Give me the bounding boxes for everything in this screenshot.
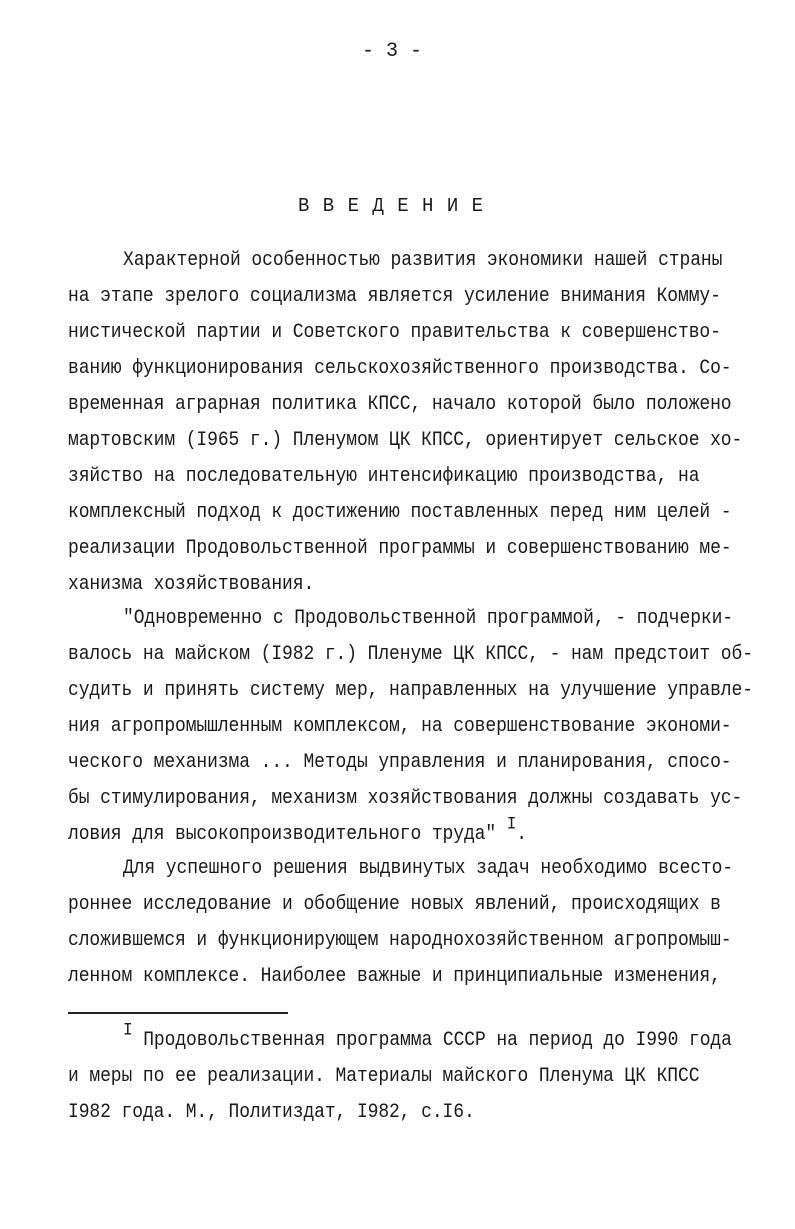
text-line bbox=[68, 814, 527, 847]
line-text: зяйство на последовательную интенсификацию производства, на bbox=[68, 465, 700, 488]
footnote-marker: I bbox=[123, 1020, 133, 1041]
text-line bbox=[68, 392, 732, 417]
line-text: ленном комплексе. Наиболее важные и принципиальные изменения, bbox=[68, 965, 721, 988]
line-text: судить и принять систему мер, направленных на улучшение управле- bbox=[68, 679, 753, 702]
line-text: мартовским (I965 г.) Пленумом ЦК КПСС, ориентирует сельское хо- bbox=[68, 429, 743, 452]
text-line bbox=[68, 964, 721, 989]
text-line bbox=[68, 928, 732, 953]
line-text: Продовольственная программа СССР на период до I990 года bbox=[132, 1029, 732, 1052]
line-text: сложившемся и функционирующем народнохозяйственном агропромыш- bbox=[68, 929, 732, 952]
text-line bbox=[68, 572, 314, 597]
line-text: Характерной особенностью развития экономики нашей страны bbox=[123, 249, 723, 272]
text-line bbox=[68, 642, 753, 667]
line-text: Для успешного решения выдвинутых задач необходимо всесто- bbox=[123, 857, 734, 880]
text-line bbox=[68, 714, 732, 739]
text-line bbox=[68, 428, 742, 453]
footnote-line bbox=[123, 1020, 732, 1053]
text-line bbox=[68, 500, 732, 525]
text-line bbox=[68, 284, 721, 309]
footnote-reference: I bbox=[506, 814, 517, 835]
line-text: комплексный подход к достижению поставленных перед ним целей - bbox=[68, 501, 732, 524]
text-line bbox=[68, 464, 699, 489]
footnote-line bbox=[68, 1064, 699, 1089]
line-text: I982 года. М., Политиздат, I982, с.I6. bbox=[68, 1101, 475, 1124]
line-text: ческого механизма ... Методы управления и планирования, спосо- bbox=[68, 751, 732, 774]
text-line bbox=[68, 750, 732, 775]
footnote-divider bbox=[68, 1012, 288, 1014]
line-text: валось на майском (I982 г.) Пленуме ЦК КПСС, - нам предстоит об- bbox=[68, 643, 753, 666]
page-number: - 3 - bbox=[362, 40, 423, 63]
line-text: бы стимулирования, механизм хозяйствования должны создавать ус- bbox=[68, 787, 743, 810]
line-text: ловия для высокопроизводительного труда" bbox=[68, 823, 507, 846]
line-text: реализации Продовольственной программы и совершенствованию ме- bbox=[68, 537, 732, 560]
line-text: . bbox=[516, 823, 527, 846]
text-line bbox=[123, 248, 722, 273]
line-text: ханизма хозяйствования. bbox=[68, 573, 315, 596]
line-text: роннее исследование и обобщение новых явлений, происходящих в bbox=[68, 893, 721, 916]
text-line bbox=[123, 856, 733, 881]
line-text: и меры по ее реализации. Материалы майского Пленума ЦК КПСС bbox=[68, 1065, 700, 1088]
line-text: на этапе зрелого социализма является усиление внимания Комму- bbox=[68, 285, 721, 308]
text-line bbox=[68, 786, 742, 811]
text-line bbox=[68, 356, 732, 381]
text-line bbox=[68, 678, 753, 703]
line-text: временная аграрная политика КПСС, начало которой было положено bbox=[68, 393, 732, 416]
text-line bbox=[68, 892, 721, 917]
text-line bbox=[123, 606, 733, 631]
footnote-line bbox=[68, 1100, 475, 1125]
line-text: ния агропромышленным комплексом, на совершенствование экономи- bbox=[68, 715, 732, 738]
line-text: ванию функционирования сельскохозяйственного производства. Со- bbox=[68, 357, 732, 380]
text-line bbox=[68, 536, 732, 561]
line-text: нистической партии и Советского правительства к совершенство- bbox=[68, 321, 721, 344]
section-title: В В Е Д Е Н И Е bbox=[298, 195, 485, 217]
line-text: "Одновременно с Продовольственной программой, - подчерки- bbox=[123, 607, 734, 630]
text-line bbox=[68, 320, 721, 345]
